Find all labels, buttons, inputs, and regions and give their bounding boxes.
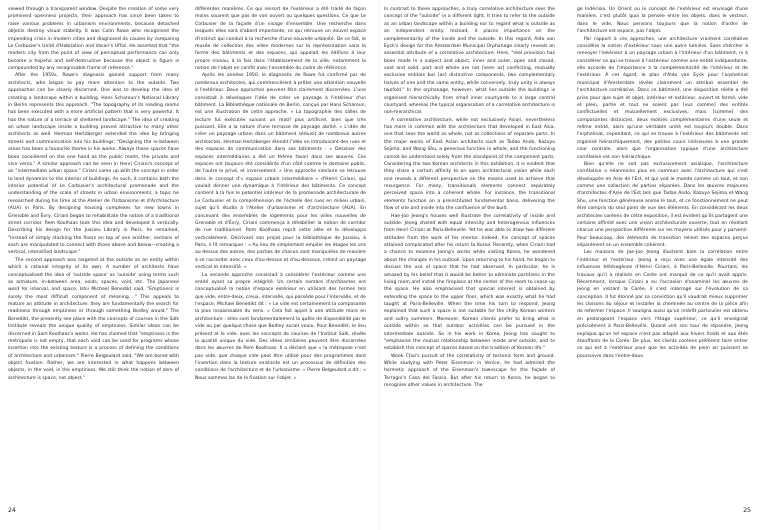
page-number-left: 24 <box>8 507 16 514</box>
page-number-right: 25 <box>743 507 751 514</box>
paragraph: Après les années 1950, le diagnostic de Rowe fut confirmé par de nombreux architectes, qui commencèrent à prêter une attention nouvelle à l'extérieur. Deux approches peuvent être clairement discernées. L'une consistait à développer l'idée de créer un paysage à l'intérieur d'un bâtiment. La Bibliothèque nationale de Berlin, conçue par Hans Scharoun, est une illustration de cette approche. « La topographie des salles de lecture fut exécutée suivant un motif plus artificiel, bien que très puissant. Elle a la nature d'une terrasse de paysage abrité. » L'idée de créer un paysage urbain dans un bâtiment séduisit de nombreux autres architectes. Herman Hertzberger étendit l'idée en introduisant des rues et des espaces de communication dans ses bâtiments : « Dessiner des espaces intermédiaires a été un thème favori dans ses œuvres. Ces espaces ont toujours été considérés d'un côté comme le domaine public, de l'autre le privé, et inversement. » Une approche similaire se retrouve dans le concept d'« espace urbain intermédiaire » d'Henri Ciriani, qui voulait donner une dynamique à l'intérieur des bâtiments. Ce concept contient à la fois le potentiel intérieur de la promenade architecturale de Le Corbusier et la compréhension de l'échelle des rues en milieu urbain, sujet qu'il étudia à l'Atelier d'urbanisme et d'architecture (AUA). En concevant des ensembles de logements pour les villes nouvelles de Grenoble et d'Évry, Ciriani commença à réhabiliter la notion de corridor de rue traditionnel. Rem Koolhaas reprit cette idée et la développa verticalement. Décrivant son projet pour la bibliothèque de Jussieu, à Paris, il fit remarquer : « Au lieu de simplement empiler les étages les uns au-dessus des autres, des parties de chacun sont manipulées de manière à se raccorder avec ceux d'au-dessus et d'au-dessous, créant un paysage vertical et intensifié. » <box>195 73 366 271</box>
left-page-column-french <box>195 6 366 496</box>
left-page-column-english <box>8 6 179 496</box>
paragraph: After the 1950s, Rowe's diagnosis gained support from many architects, who began to pay more attention to the outside. Two approaches can be clearly discerned. One was to develop the idea of creating a landscape within a building. Hans Scharoun's National Library in Berlin represents this approach. "The topography of its reading rooms has been executed with a more artificial pattern that is very powerful. It has the nature of a terrace of sheltered landscape." The idea of creating an urban landscape inside a building proved attractive to many other architects as well. Herman Hertzberger extended the idea by bringing streets and communication into his buildings: "Designing the in-between areas has been a favourite theme in his works. Always these spaces have been considered on the one hand as the public realm, the private and vice versa." A similar approach can be seen in Henri Ciriani's concept of an "intermediate urban space." Ciriani came up with the concept in order to lend dynamics to the interior of buildings. As such, it contains both the interior potential of Le Corbusier's architectural promenade and the understanding of the scale of streets in urban environments, a topic he researched during his time at the Atelier de l'Urbanisme et d'Architecture (AUA) in Paris. By designing housing complexes for new towns in Grenoble and Évry, Ciriani began to rehabilitate the notion of a traditional street corridor. Rem Koolhaas took this idea and developed it vertically. Describing his design for the Jussieu Library in Paris, he remarked, "Instead of simply stacking the floors on top of one another, sections of each are manipulated to connect with those above and below—creating a vertical, intensified landscape." <box>8 73 179 256</box>
paragraph: différentes manières. Ce qui ressort de l'extérieur a été traité de façon moins souvent que pas de voir ouvert ou quelques questions. Ce que Le Corbusier de la façade d'un visage d'ensemble. Une recherche dans lesquels elles sont d'abord importante, ce qui retrouve un nouvel espace d'instinct qui conduit à la recherche d'une nouvelle urbanité. De ce fait, le musée de collection des villes modernes sur la représentation sans la forme des bâtiments et des espaces, qui appelait les édifices à leur propre niveau, à la fois dans l'établissement de la ville, notamment la notion de l'objet en conflit avec l'ensemble du cadre de référence. <box>195 7 366 71</box>
paragraph: In contrast to these approaches, a truly correlative architecture sees the concept of the "outside" in a different light. It tries to refer to the outside as an urban landscape within a building nor to regard what is outside as an independent entity. Instead, it places importance on the complementarity of the inside and the outside. In this regard, Aldo van Eyck's design for the Amsterdam Municipal Orphanage clearly reveals an essential attribute of a correlative architecture. Here, "real provision has been made in a subject and object, inner and outer, open and closed, void and solid, part and whole are not [seen as] conflicting, mutually exclusive entities but [as] distinctive components, two complementary halves of one and the same entity, while conversely, truly unity is always twofold." In the orphanage, however, what lies outside the buildings is organised hierarchically from small inner courtyards to a large central courtyard, whereas the typical organisation of a correlative architecture is non-hierarchical. <box>384 7 555 116</box>
paragraph: Wook Choi's pursuit of the correlativity of tectonic form and ground. While studying with Peter Eisenman in Venice, he had admired the hermetic approach of the Eisenman's townscape for the façade of Terragni's Casa del Fascio. But after his return to Korea, he began to recognise other values in architecture. The <box>384 353 555 389</box>
paragraph: A correlative architecture, while not exclusively Asian, nevertheless has more in common with the architecture that developed in East Asia, one that sees the world as whole, not as collections of separate parts. In the major works of East Asian architects such as Tadao Ando, Kazuyo Sejima, and Wang Shu, a generous function in whole, and the functioning cannot be understood solely from the standpoint of the component parts. Considering the two Korean architects in this exhibition, it is evident that they share a certain affinity to an open architectural vision while each one reveals a different perspective on the means used to achieve that resurgence. For many, transitionals elements connect separately perceived space into a coherent whole. For instance, the transitional elements function on a preinstituted fundamental basis, delivering the flow of site and inside into the confluence of the built. <box>384 117 555 212</box>
paragraph: La seconde approche consistait à considérer l'extérieur comme une entité ayant sa propre intégrité. Un certain nombre d'architectes ont conceptualisé la notion d'espace extérieur en utilisant des termes tels que vide, entre-deux, creux, intervalle, qui possède pour l'intervalle, et de l'espace, Michael Benedikt dit : « Le vide est certainement la composante la plus insaisissable du sens. » Cela fait appel à une attitude mûre en architecture : elles sont fondamentalement la quête de disponibilité par le vide ou par quelque chose que Bodley aurait voulu. Pour Benedikt, le lieu présent et le vide, avec les concepts de courses de l'Institut Salk, révèle la qualité unique du vide. Des idées similaires peuvent être discernées dans les œuvres de Rem Koolhaas. Il a déclaré que « la métropole n'est pas vide, que chaque vide peut être utilisé pour des programmes dont l'insertion dans la texture existante est un processus de définition des conditions de l'architecture et de l'urbanisme. » Pierre Belgeulard a dit : « Nous sommes las de la fixation sur l'objet. » <box>195 272 366 381</box>
paragraph: Hae-Joo Jeong's houses well illustrate the correlativity of inside and outside. Jeong shared with equal intensity and heterogenous influences from Henri Ciriani at Paris-Belleville. Yet he was able to draw two different attitudes from the work of his mentor. Indeed, his concept of spaces attained complicated after his return to Korea. Recently, when Ciriani had a chance to examine Jeong's works while visiting Korea, he wondered about the changes in his outlook. Upon returning to his hand, he began to discuss the use of space that he had observed. In particular, he is amazed by his belief that it would be better to eliminate partitions in the living room and install the fireplace at the center of the room to cease up the space. He also emphasised that special interest is obtained by extending the space to the upper floor, which was exactly what he had taught at Paris-Belleville. When the time his turn to respond, Jeong explained that such a space is not suitable for the chilly Korean winters and sultry summers. Moreover, Korean clients prefer to bring what is outside within so that outdoor activities can be pursued in the intermediate outside. So in his work in Korea, Jeong has sought to "emphasise the mutual relationship between inside and outside, and to establish this concept of spaces based on the tradition of Korean life." <box>384 213 555 352</box>
paragraph: ge Indécisio. Un Orient ou le concept de l'extérieur est envisagé d'une manière, c'est plutôt quoi la pensée entre les objets, dans le vecteur, dans le vide. Nous pensons toujours que la notion d'ordre de l'architecture est espace, pas l'objet. <box>577 7 748 35</box>
paragraph: Les maisons de Jae-Joo Jeong illustrent bien la corrélation entre l'intérieur et l'extérieur. Jeong a reçu avec une égale intensité des influences hétérogènes d'Henri Ciriani, à Paris-Belleville. Pourtant, les travaux qu'il a réalisés en Corée ont marqué de ce qu'il avait appris. Récemment, lorsque Ciriani a eu l'occasion d'examiner les œuvres de Jeong en visitant la Corée, il s'est interrogé sur l'évolution de sa conception. Il fut étonné par sa conviction qu'il vaudrait mieux supprimer les cloisons du séjour et installer la cheminée au centre de la pièce afin de refermer l'espace. Il souligna aussi qu'un intérêt particulier est obtenu en prolongeant l'espace vers l'étage supérieur, ce qu'il enseignait précisément à Paris-Belleville. Quand vint son tour de répondre, Jeong expliqua qu'un tel espace n'est pas adapté aux hivers froids et aux étés étouffants de la Corée. De plus, les clients coréens préfèrent faire entrer ce qui est à l'extérieur pour que les activités de plein air puissent se poursuivre dans l'entre-deux. <box>577 250 748 359</box>
paragraph: The second approach was targeted at the outside as an entity within which a rational integrity of its own. A number of architects have conceptualised the idea of 'outside space' as 'outside' using terms such as armature, in-between area, voids, spaces, void, etc. The Japanese word for interval, and space, Ishii Michael Benedikt said, "Emptiness is surely the most difficult component of meaning…." This appeals to mature an attitude in architecture: they are fundamentally the search for readiness through emptiness or through something Bodley would." The Benedikt, the presently see place with the concepts of courses in the Salk Institute reveals the unique quality of emptiness. Similar ideas can be discerned in Sam Koolhaas's works. He has claimed that "emptiness is the metropolis is not empty, that each void can be used for programs whose insertion into the existing texture is a process of defining the conditions of architecture and urbanism." Pierre Belgeulard said, "We are bored with object fixation. Rather, we are interested in what happens between objects, in the void, in the emptiness. We still think the notion of zero of architecture is space, not object." <box>8 257 179 381</box>
right-page-column-english <box>384 6 555 496</box>
paragraph: Bien qu'elle ne soit pas exclusivement asiatique, l'architecture corrélative a néanmoins plus en commun avec l'architecture qui s'est développée en Asie de l'Est, et qui voit le monde comme un tout, et non comme une collection de parties séparées. Dans les œuvres majeures d'architectes d'Asie de l'Est tels que Tadao Ando, Kazuyo Sejima et Wang Shu, une fonction généreuse anime le tout, et ce fonctionnement ne peut être compris du seul point de vue des éléments. En considérant les deux architectes coréens de cette exposition, il est évident qu'ils partagent une certaine affinité avec une vision architecturale ouverte, tout en révélant chacun une perspective différente sur les moyens utilisés pour y parvenir. Pour beaucoup, des éléments de transition relient des espaces perçus séparément en un ensemble cohérent. <box>577 161 748 248</box>
paragraph: viewed through a transparent window. Despite the creation of some very prominent openness projects, their approach has since been taken to raise various problems in urbanism environments, because detached objects destroy visual stability. It was Colin Rowe who recognised the impending crisis in modern cities and diagnosed its causes by comparing Le Corbusier's Unité d'Habitation and Vasari's Uffizi. He asserted that "the modern city from the point of view of perceptual performance can only become a hopeful and self-destructive because the object in figure is compounded by any recognisable frame of reference." <box>8 7 179 71</box>
paragraph: Par rapport à ces approches, une architecture vraiment corrélative considère la notion d'extérieur sous une autre lumière. Sans chercher à renvoyer l'extérieur à un paysage urbain à l'intérieur d'un bâtiment, ni à considérer ce qui se trouve à l'extérieur comme une entité indépendante, elle accorde de l'importance à la complémentarité de l'intérieur et de l'extérieur. À cet égard, le plan d'Aldo van Eyck pour l'orphelinat municipal d'Amsterdam révèle clairement un attribut essentiel de l'architecture corrélative. Dans ce bâtiment, une disposition réelle a été prise pour que sujet et objet, intérieur et extérieur, ouvert et fermé, vide et plein, partie et tout ne soient pas [vus comme] des entités conflictuelles et mutuellement exclusives, mais [comme] des composantes distinctes, deux moitiés complémentaires d'une seule et même entité, alors qu'une véritable unité est toujours double. Dans l'orphelinat, cependant, ce qui se trouve à l'extérieur des bâtiments est organisé hiérarchiquement, des petites cours intérieures à une grande cour centrale, alors que l'organisation typique d'une architecture corrélative est non hiérarchique. <box>577 36 748 160</box>
page-gutter <box>379 0 380 530</box>
right-page-column-french <box>577 6 748 496</box>
